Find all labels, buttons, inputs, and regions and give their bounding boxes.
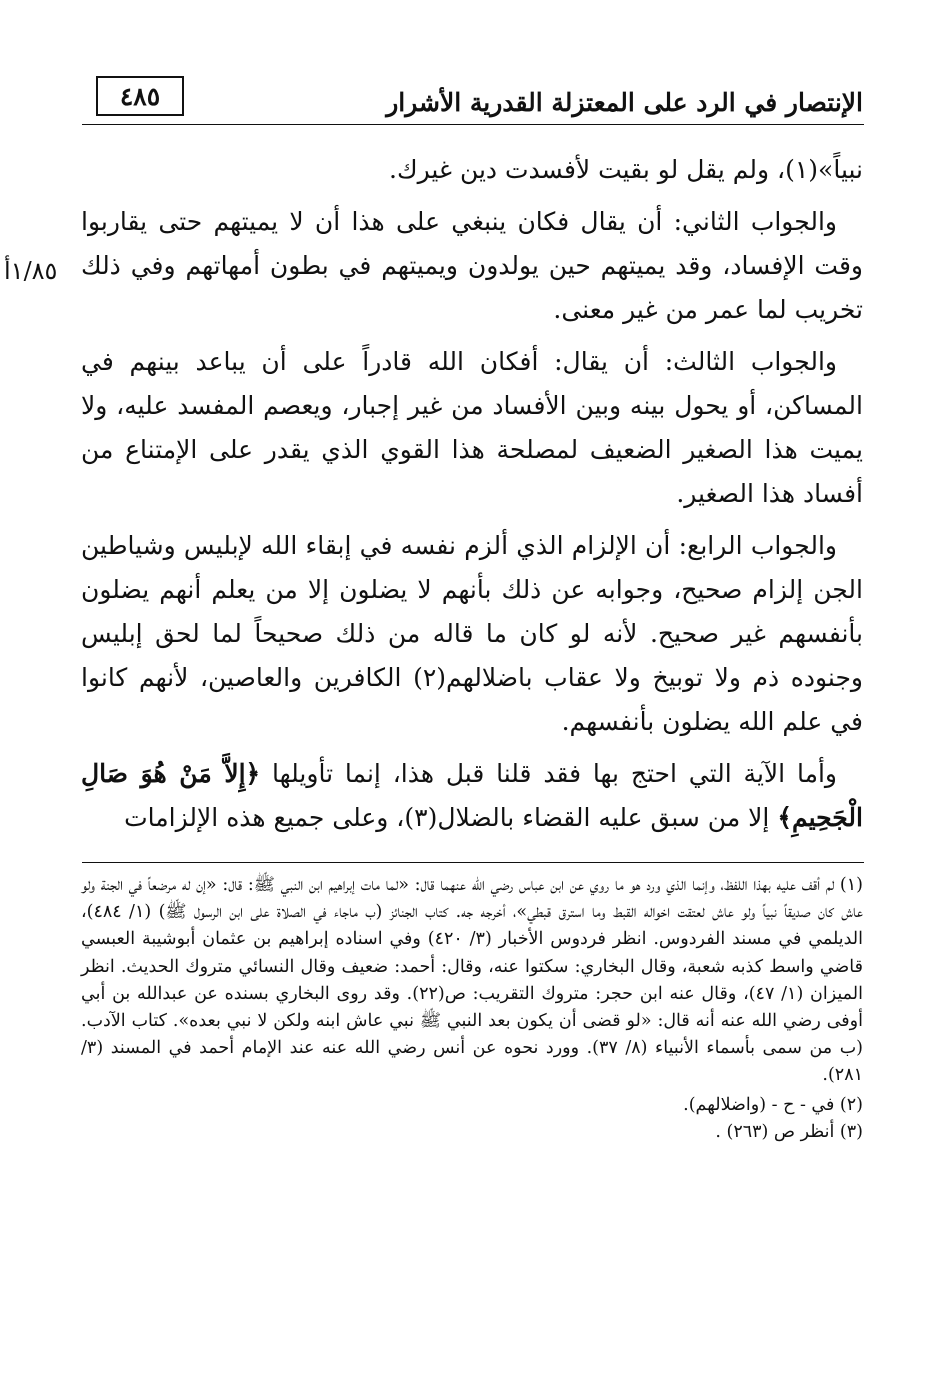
manuscript-folio-note: ١/٨٥أ xyxy=(4,257,58,285)
footnote-1: (١) لم أقف عليه بهذا اللفظ، وإنما الذي ورد هو ما روي عن ابن عباس رضي الله عنهما قال: «لما مات إبراهيم ابن النبي ﷺ: قال: «إن له مرضعاً في الجنة ولو عاش كان صديقاً نبياً ولو عاش لعتقت اخواله القبط وما استرق قبطي»، أخرجه جه. كتاب الجنائز (ب ماجاء في الصلاة على ابن الرسول ﷺ) (١/ ٤٨٤)، الديلمي في مسند الفردوس. انظر فردوس الأخبار (٣/ ٤٢٠) وفي اسناده إبراهيم بن عثمان أبوشيبة العبسي قاضي واسط كذبه شعبة، وقال البخاري: سكتوا عنه، وقال: أحمد: ضعيف وقال النسائي متروك الحديث. انظر الميزان (١/ ٤٧)، وقال عنه ابن حجر: متروك التقريب: ص(٢٢). وقد روى البخاري بسنده عن عبدالله بن أبي أوفى رضي الله عنه أنه قال: «لو قضى أن يكون بعد النبي ﷺ نبي عاش ابنه ولكن لا نبي بعده». كتاب الآدب. (ب من سمى بأسماء الأنبياء (٨/ ٣٧). وورد نحوه عن أنس رضي الله عنه عند الإمام أحمد في المسند (٣/ ٢٨١). xyxy=(81,875,864,1086)
verse-discussion-continuation: إلا من سبق عليه القضاء بالضلال(٣)، وعلى جميع هذه الإلزامات xyxy=(124,803,770,832)
page-number: ٤٨٥ xyxy=(119,81,161,111)
paragraph-third-answer: والجواب الثالث: أن يقال: أفكان الله قادراً على أن يباعد بينهم في المساكن، أو يحول بينه وبين الأفساد من غير إجبار، ويعصم المفسد عليه، ولا يميت هذا الصغير الضعيف لمصلحة هذا القوي الذي يقدر على الإمتناع من أفساد هذا الصغير. xyxy=(81,347,863,508)
header-divider xyxy=(82,124,864,125)
footnotes-section xyxy=(81,872,863,1146)
paragraph-second-answer: والجواب الثاني: أن يقال فكان ينبغي على هذا أن لا يميتهم حتى يقاربوا وقت الإفساد، وقد يميتهم حين يولدون ويميتهم في بطون أمهاتهم وفي ذلك تخريب لما عمر من غير معنى. xyxy=(81,207,863,324)
footnote-divider xyxy=(82,862,864,863)
paragraph-continuation: نبياً»(١)، ولم يقل لو بقيت لأفسدت دين غيرك. xyxy=(389,155,863,184)
footnote-2: (٢) في - ح - (واضلالهم). xyxy=(683,1094,863,1115)
verse-discussion-intro: وأما الآية التي احتج بها فقد قلنا قبل هذا، إنما تأويلها xyxy=(272,759,837,788)
main-text-body xyxy=(81,148,863,848)
running-header-title: الإنتصار في الرد على المعتزلة القدرية الأشرار xyxy=(386,88,863,117)
paragraph-verse-discussion xyxy=(81,752,863,840)
page-number-box xyxy=(96,76,184,116)
footnote-3: (٣) أنظر ص (٢٦٣) . xyxy=(715,1121,863,1142)
quran-verse: ﴿إِلاَّ مَنْ هُوَ صَالِ الْجَحِيمِ﴾ xyxy=(81,759,863,832)
paragraph-fourth-answer: والجواب الرابع: أن الإلزام الذي ألزم نفسه في إبقاء الله لإبليس وشياطين الجن إلزام صحيح، وجوابه عن ذلك بأنهم لا يضلون إلا من يعلم أنهم يضلون بأنفسهم غير صحيح. لأنه لو كان ما قاله من ذلك صحيحاً لما لحق إبليس وجنوده ذم ولا توبيخ ولا عقاب باضلالهم(٢) الكافرين والعاصين، لأنهم كانوا في علم الله يضلون بأنفسهم. xyxy=(81,531,863,736)
